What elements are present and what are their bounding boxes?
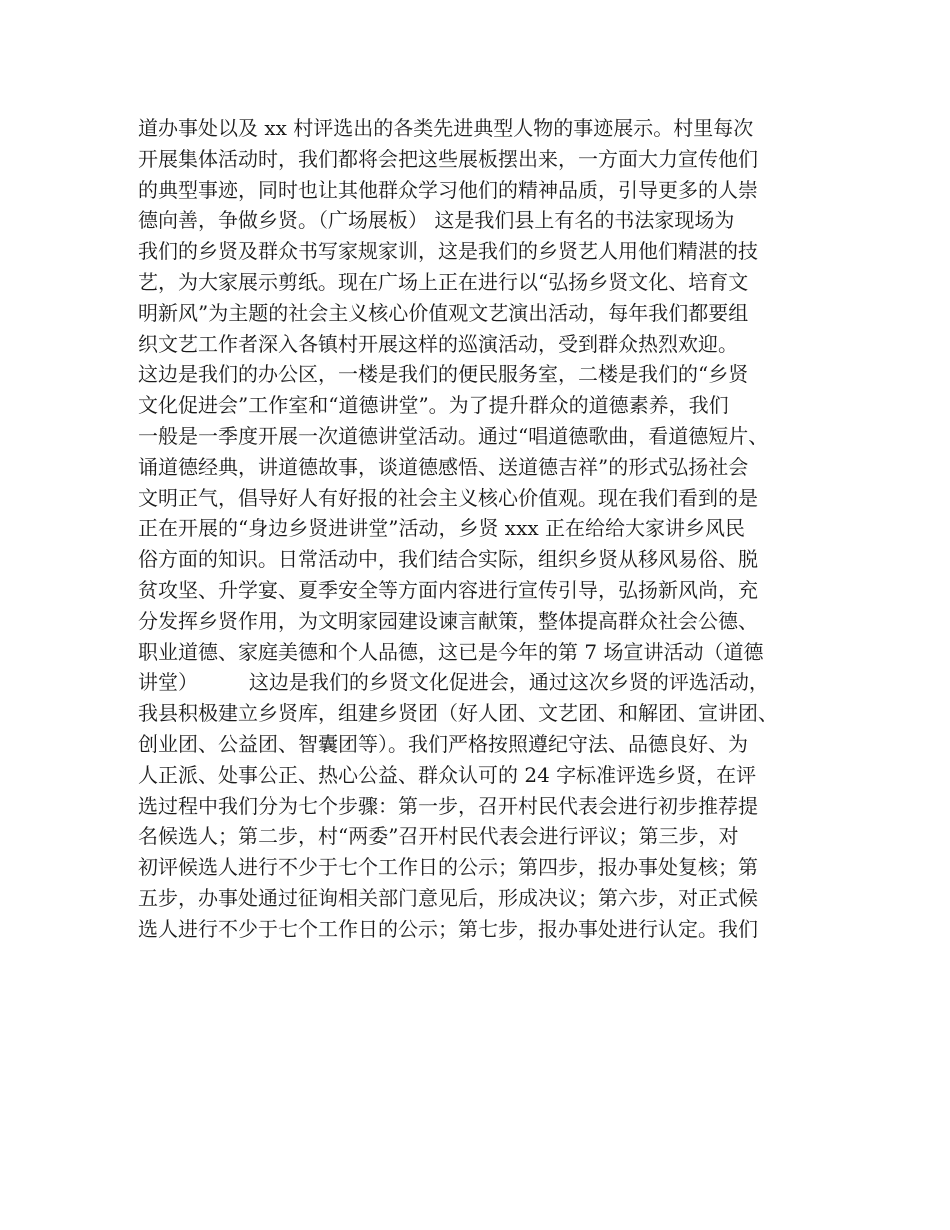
text-line: 名候选人；第二步，村“两委”召开村民代表会进行评议；第三步，对 xyxy=(138,824,739,849)
text-line: 创业团、公益团、智囊团等）。我们严格按照遵纪守法、品德良好、为 xyxy=(138,731,748,756)
body-text xyxy=(138,113,828,945)
text-line: 这边是我们的办公区，一楼是我们的便民服务室，二楼是我们的“乡贤 xyxy=(138,362,749,387)
text-line: 我县积极建立乡贤库，组建乡贤团（好人团、文艺团、和解团、宣讲团、 xyxy=(138,701,778,726)
text-line: 明新风”为主题的社会主义核心价值观文艺演出活动，每年我们都要组 xyxy=(138,300,749,325)
text-line: 正在开展的“身边乡贤进讲堂”活动，乡贤 xxx 正在给给大家讲乡风民 xyxy=(138,516,746,541)
text-line: 文化促进会”工作室和“道德讲堂”。为了提升群众的道德素养，我们 xyxy=(138,393,729,418)
text-line: 俗方面的知识。日常活动中，我们结合实际，组织乡贤从移风易俗、脱 xyxy=(138,547,758,572)
text-line: 开展集体活动时，我们都将会把这些展板摆出来，一方面大力宣传他们 xyxy=(138,146,758,171)
text-line: 织文艺工作者深入各镇村开展这样的巡演活动，受到群众热烈欢迎。 xyxy=(138,331,738,356)
text-line: 讲堂） 这边是我们的乡贤文化促进会，通过这次乡贤的评选活动， xyxy=(138,670,769,695)
text-line: 分发挥乡贤作用，为文明家园建设谏言献策，整体提高群众社会公德、 xyxy=(138,608,758,633)
text-line: 五步，办事处通过征询相关部门意见后，形成决议；第六步，对正式候 xyxy=(138,885,758,910)
text-line: 一般是一季度开展一次道德讲堂活动。通过“唱道德歌曲，看道德短片、 xyxy=(138,423,769,448)
text-line: 职业道德、家庭美德和个人品德，这已是今年的第 7 场宣讲活动（道德 xyxy=(138,639,764,664)
text-line: 文明正气，倡导好人有好报的社会主义核心价值观。现在我们看到的是 xyxy=(138,485,758,510)
text-line: 初评候选人进行不少于七个工作日的公示；第四步，报办事处复核；第 xyxy=(138,855,758,880)
text-line: 选人进行不少于七个工作日的公示；第七步，报办事处进行认定。我们 xyxy=(138,916,758,941)
text-line: 的典型事迹，同时也让其他群众学习他们的精神品质，引导更多的人崇 xyxy=(138,177,758,202)
text-line: 人正派、处事公正、热心公益、群众认可的 24 字标准评选乡贤，在评 xyxy=(138,762,757,787)
text-line: 诵道德经典，讲道德故事，谈道德感悟、送道德吉祥”的形式弘扬社会 xyxy=(138,454,749,479)
text-line: 贫攻坚、升学宴、夏季安全等方面内容进行宣传引导，弘扬新风尚，充 xyxy=(138,577,758,602)
text-line: 艺，为大家展示剪纸。现在广场上正在进行以“弘扬乡贤文化、培育文 xyxy=(138,269,749,294)
text-line: 我们的乡贤及群众书写家规家训，这是我们的乡贤艺人用他们精湛的技 xyxy=(138,239,758,264)
text-line: 德向善，争做乡贤。（广场展板） 这是我们县上有名的书法家现场为 xyxy=(138,208,735,233)
text-line: 选过程中我们分为七个步骤：第一步，召开村民代表会进行初步推荐提 xyxy=(138,793,758,818)
text-line: 道办事处以及 xx 村评选出的各类先进典型人物的事迹展示。村里每次 xyxy=(138,116,754,140)
